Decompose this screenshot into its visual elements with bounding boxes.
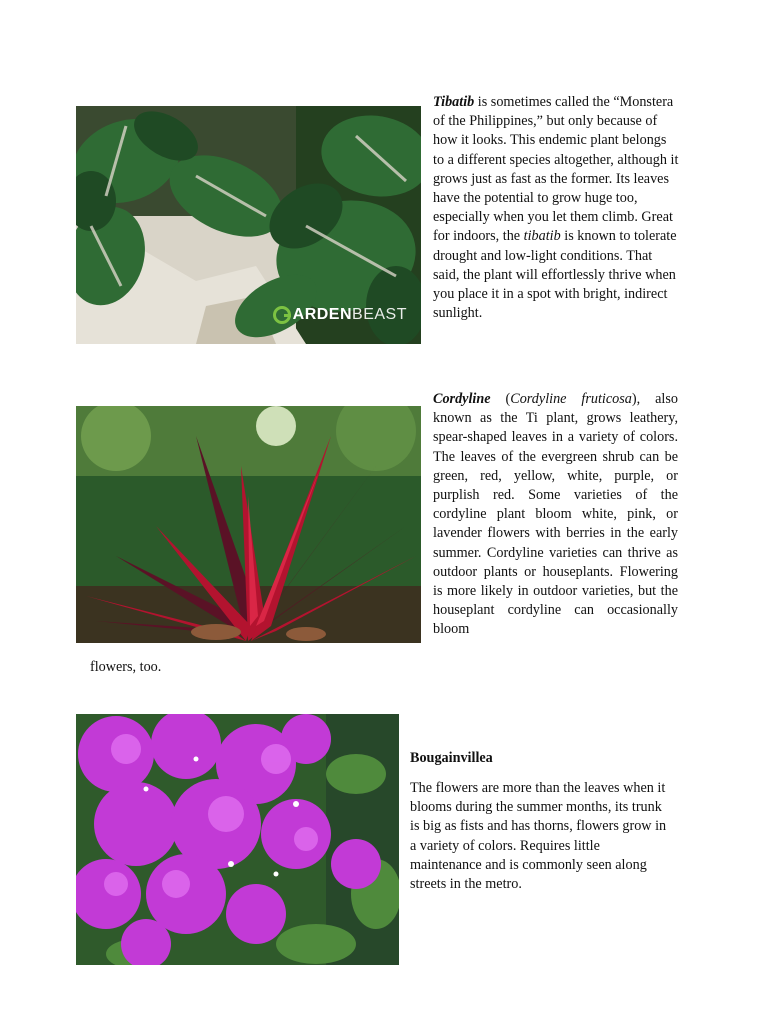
cordyline-paragraph: [433, 390, 678, 640]
bougainvillea-flowers-photo: [76, 714, 399, 965]
logo-text-bold: ARDEN: [292, 306, 353, 323]
g-logo-icon: [273, 306, 291, 324]
bougainvillea-heading: Bougainvillea: [410, 750, 493, 766]
cordyline-plant-photo: [76, 406, 421, 643]
cordyline-open: (: [490, 391, 511, 407]
cordyline-text-1: ), also known as the Ti plant, grows leathery, spear-shaped leaves in a variety of colors. The leaves of the evergreen shrub can be green, red, yellow, white, purple, or purplish red. Some varieties of the cordyline plant bloom white, pink, or lavender flowers with berries in the early summer. Cordyline varieties can thrive as outdoor plants or houseplants. Flowering is more likely in outdoor varieties, but the houseplant cordyline can occasionally bloom: [433, 391, 678, 638]
tibatib-italic: tibatib: [523, 228, 561, 245]
gardenbeast-watermark-logo: [273, 306, 407, 324]
cordyline-paragraph-tail: flowers, too.: [90, 659, 162, 675]
cordyline-scientific: Cordyline fruticosa: [510, 391, 632, 407]
tibatib-name: Tibatib: [433, 94, 475, 110]
bougainvillea-paragraph: The flowers are more than the leaves when it blooms during the summer months, its trunk is big as fists and has thorns, flowers grow in a variety of colors. Requires little maintenance and is commonly seen along streets in the metro.: [410, 780, 667, 893]
cordyline-name: Cordyline: [433, 391, 491, 407]
tibatib-paragraph: [433, 93, 679, 323]
tibatib-text-1: is sometimes called the “Monstera of the Philippines,” but only because of how it looks. This endemic plant belongs to a different species altogether, although it grows just as fast as the former. Its leaves have the potential to grow huge too, especially when you let them climb. Great for indoors, the: [433, 94, 679, 245]
monstera-leaves-photo: [76, 106, 421, 344]
logo-text-light: BEAST: [352, 306, 407, 323]
tibatib-text-2: is known to tolerate drought and low-light conditions. That said, the plant will effortlessly thrive when you place it in a spot with bright, indirect sunlight.: [433, 228, 677, 322]
